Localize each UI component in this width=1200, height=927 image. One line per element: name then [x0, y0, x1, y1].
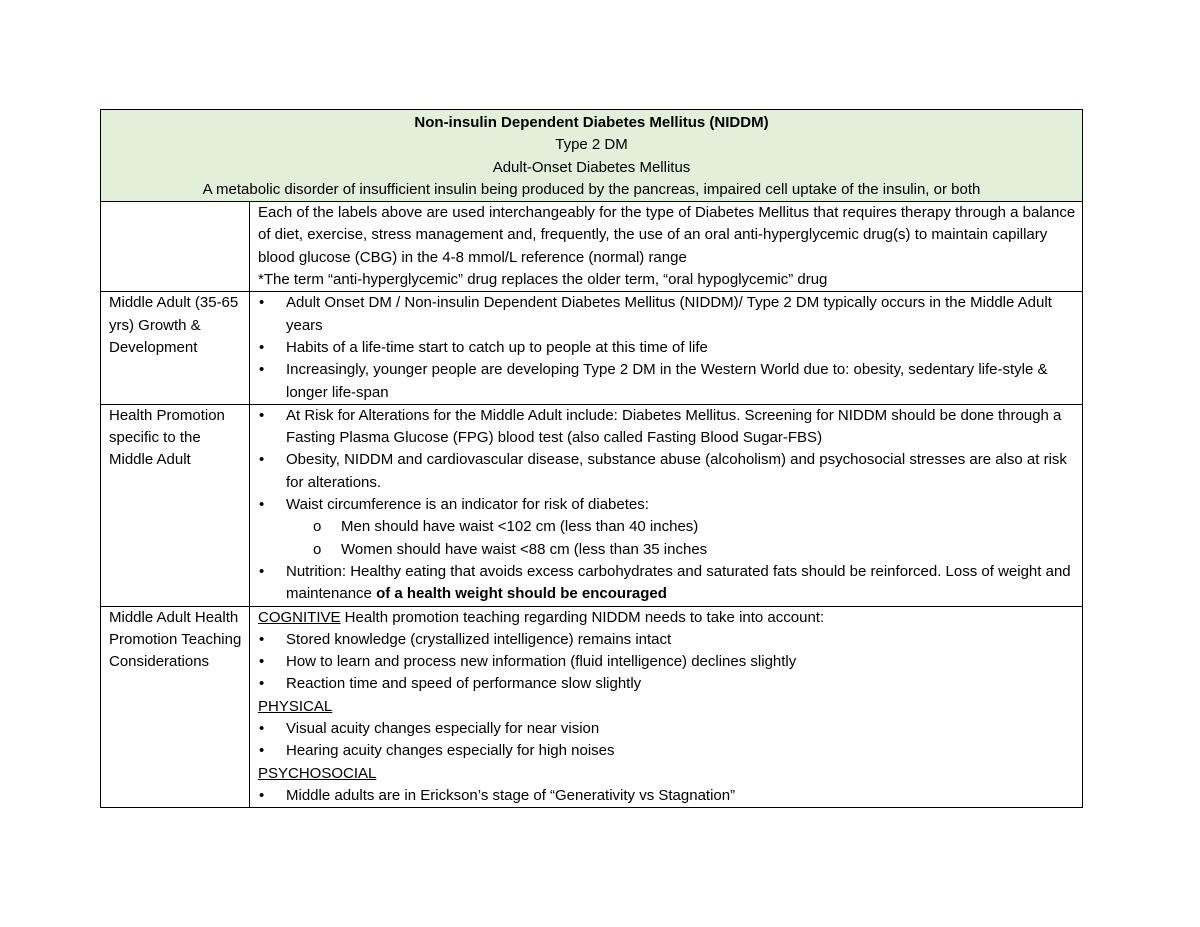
- bullet-icon: •: [259, 451, 265, 469]
- list-item-text: Habits of a life-time start to catch up to people at this time of life: [286, 338, 708, 356]
- growth-row: [101, 292, 1083, 404]
- list-item: [258, 337, 1082, 359]
- header-definition: A metabolic disorder of insufficient insulin being produced by the pancreas, impaired cell uptake of the insulin, or both: [202, 180, 981, 198]
- diabetes-table: [100, 109, 1083, 808]
- header-subtitle-type: Type 2 DM: [555, 136, 628, 154]
- sub-list-item-text: Men should have waist <102 cm (less than 40 inches): [341, 518, 699, 536]
- intro-text: Each of the labels above are used interchangeably for the type of Diabetes Mellitus that requires therapy through a balance of diet, exercise, stress management and, frequently, the use of an oral anti-hyperglycemic drug(s) to maintain capillary blood glucose (CBG) in the 4-8 mmol/L reference (normal) range: [258, 204, 1076, 266]
- promotion-label: Health Promotion specific to the Middle Adult: [101, 404, 250, 606]
- list-item-text: Visual acuity changes especially for near vision: [286, 720, 600, 738]
- list-item: [258, 359, 1082, 404]
- list-item: [258, 449, 1082, 494]
- list-item: [258, 651, 1082, 673]
- bullet-icon: •: [259, 361, 265, 379]
- circle-bullet-icon: o: [313, 518, 322, 536]
- list-item-text: [286, 563, 1071, 602]
- list-item-text: Waist circumference is an indicator for risk of diabetes:: [286, 496, 649, 514]
- bullet-icon: •: [259, 720, 265, 738]
- bullet-icon: •: [259, 562, 265, 580]
- physical-heading: PHYSICAL: [258, 697, 333, 715]
- list-item: [258, 629, 1082, 651]
- cognitive-line: [258, 607, 1082, 629]
- intro-note: *The term “anti-hyperglycemic” drug replaces the older term, “oral hypoglycemic” drug: [258, 271, 828, 289]
- bullet-icon: •: [259, 294, 265, 312]
- cognitive-intro: Health promotion teaching regarding NIDDM needs to take into account:: [340, 608, 825, 626]
- promotion-row: [101, 404, 1083, 606]
- circle-bullet-icon: o: [313, 540, 322, 558]
- bullet-icon: •: [259, 630, 265, 648]
- header-row: [101, 110, 1083, 202]
- nutrition-text: Nutrition: Healthy eating that avoids excess carbohydrates and saturated fats should be reinforced. Loss of weight and maintenance: [286, 562, 1071, 603]
- header-subtitle-onset: Adult-Onset Diabetes Mellitus: [492, 158, 691, 176]
- cognitive-heading: COGNITIVE: [258, 608, 341, 626]
- list-item: [258, 718, 1082, 740]
- list-item-text: How to learn and process new information (fluid intelligence) declines slightly: [286, 653, 797, 671]
- list-item-text: Stored knowledge (crystallized intelligence) remains intact: [286, 630, 672, 648]
- header-cell: [101, 110, 1083, 202]
- list-item-text: Increasingly, younger people are developing Type 2 DM in the Western World due to: obesity, sedentary life-style & longer life-span: [286, 361, 1048, 401]
- sub-list-item: [258, 516, 1082, 538]
- promotion-content: [250, 404, 1083, 606]
- intro-label: [101, 202, 250, 292]
- bullet-icon: •: [259, 675, 265, 693]
- list-item: [258, 292, 1082, 337]
- list-item: [258, 740, 1082, 762]
- list-item: [258, 561, 1082, 606]
- psychosocial-heading: PSYCHOSOCIAL: [258, 764, 377, 782]
- list-item-text: At Risk for Alterations for the Middle Adult include: Diabetes Mellitus. Screening for NIDDM should be done through a Fasting Plasma Glucose (FPG) blood test (also called Fasting Blood Sugar-FBS): [286, 406, 1062, 447]
- list-item-text: Hearing acuity changes especially for high noises: [286, 742, 615, 760]
- intro-content: [250, 202, 1083, 292]
- bullet-icon: •: [259, 406, 265, 424]
- bullet-icon: •: [259, 338, 265, 356]
- list-item-text: Middle adults are in Erickson’s stage of “Generativity vs Stagnation”: [286, 786, 736, 804]
- list-item-text: Obesity, NIDDM and cardiovascular disease, substance abuse (alcoholism) and psychosocial stresses are also at risk for alterations.: [286, 451, 1067, 491]
- bullet-icon: •: [259, 653, 265, 671]
- teaching-row: [101, 606, 1083, 808]
- list-item-text: Adult Onset DM / Non-insulin Dependent Diabetes Mellitus (NIDDM)/ Type 2 DM typically occurs in the Middle Adult years: [286, 294, 1052, 334]
- teaching-label: Middle Adult Health Promotion Teaching Considerations: [101, 606, 250, 808]
- nutrition-emphasis: of a health weight should be encouraged: [376, 585, 667, 603]
- teaching-content: [250, 606, 1083, 808]
- growth-content: [250, 292, 1083, 404]
- growth-label: Middle Adult (35-65 yrs) Growth & Development: [101, 292, 250, 404]
- bullet-icon: •: [259, 496, 265, 514]
- list-item: [258, 405, 1082, 450]
- intro-row: [101, 202, 1083, 292]
- list-item-text: Reaction time and speed of performance slow slightly: [286, 675, 642, 693]
- list-item: [258, 494, 1082, 516]
- sub-list-item: [258, 539, 1082, 561]
- bullet-icon: •: [259, 742, 265, 760]
- list-item: [258, 673, 1082, 695]
- bullet-icon: •: [259, 786, 265, 804]
- sub-list-item-text: Women should have waist <88 cm (less than 35 inches: [341, 540, 708, 558]
- list-item: [258, 785, 1082, 807]
- table-title: Non-insulin Dependent Diabetes Mellitus (NIDDM): [414, 114, 769, 131]
